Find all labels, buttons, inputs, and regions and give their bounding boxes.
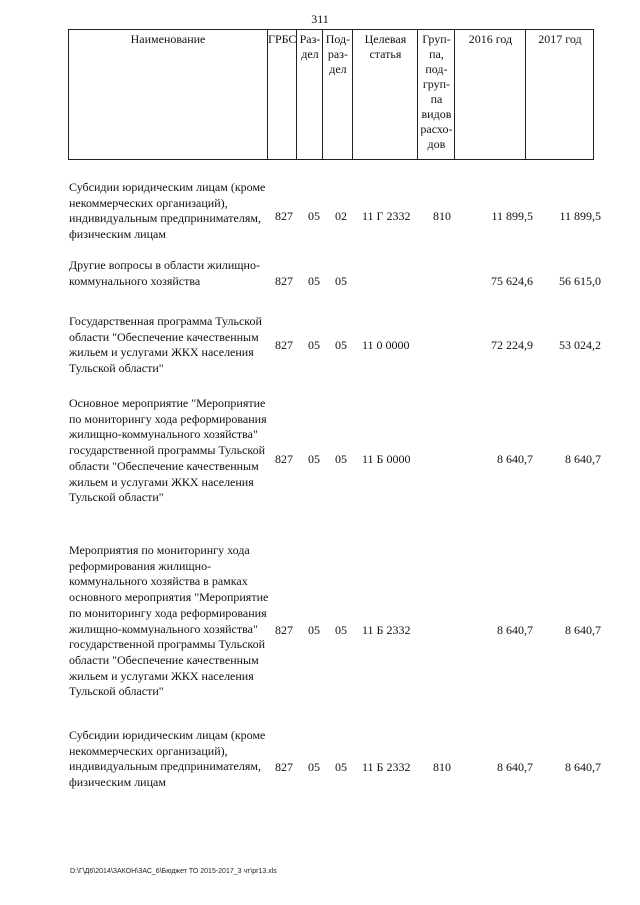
row-target: 11 0 0000 [362, 338, 410, 352]
row-podrazdel: 02 [335, 209, 347, 223]
row-grbs: 827 [275, 209, 293, 223]
row-2017: 8 640,7 [565, 452, 601, 466]
row-vid: 810 [433, 209, 451, 223]
row-razdel: 05 [308, 209, 320, 223]
header-name: Наименование [69, 30, 268, 160]
row-razdel: 05 [308, 760, 320, 774]
row-grbs: 827 [275, 274, 293, 288]
row-target: 11 Б 2332 [362, 760, 411, 774]
row-podrazdel: 05 [335, 760, 347, 774]
header-2017: 2017 год [526, 30, 594, 160]
row-target: 11 Б 2332 [362, 623, 411, 637]
header-razdel: Раз- дел [297, 30, 323, 160]
row-name: Другие вопросы в области жилищно-коммунального хозяйства [69, 258, 260, 288]
row-podrazdel: 05 [335, 623, 347, 637]
footer-file-path: D:\Г\Д6\2014\ЗАКОН\ЗАС_6\Бюджет ТО 2015-2017_3 чт\pr13.xls [70, 868, 277, 875]
row-2016: 72 224,9 [491, 338, 533, 352]
row-vid: 810 [433, 760, 451, 774]
row-2016: 8 640,7 [497, 452, 533, 466]
row-2017: 11 899,5 [559, 209, 601, 223]
row-2017: 8 640,7 [565, 623, 601, 637]
row-2016: 8 640,7 [497, 623, 533, 637]
row-razdel: 05 [308, 623, 320, 637]
row-podrazdel: 05 [335, 338, 347, 352]
row-podrazdel: 05 [335, 452, 347, 466]
row-2017: 53 024,2 [559, 338, 601, 352]
row-razdel: 05 [308, 452, 320, 466]
header-2016: 2016 год [455, 30, 526, 160]
header-target: Целевая статья [353, 30, 418, 160]
table-header [68, 29, 594, 160]
row-name: Мероприятия по мониторингу хода реформирования жилищно-коммунального хозяйства в рамках основного мероприятия "Мероприятие по мониторингу хода реформирования жилищно-коммунального хозяйства" государственной программы Тульской области "Обеспечение качественным жильем и услугами ЖКХ населения Тульской области" [69, 543, 269, 699]
row-grbs: 827 [275, 338, 293, 352]
row-2017: 8 640,7 [565, 760, 601, 774]
row-razdel: 05 [308, 338, 320, 352]
row-name: Субсидии юридическим лицам (кроме некоммерческих организаций), индивидуальным предпринимателям, физическим лицам [69, 728, 266, 790]
row-2016: 11 899,5 [491, 209, 533, 223]
row-name: Основное мероприятие "Мероприятие по мониторингу хода реформирования жилищно-коммунального хозяйства" государственной программы Тульской области "Обеспечение качественным жильем и услугами ЖКХ населения Тульской области" [69, 396, 267, 505]
header-vid: Груп- па, под- груп- па видов расхо- дов [418, 30, 455, 160]
header-podrazdel: Под- раз- дел [323, 30, 353, 160]
row-podrazdel: 05 [335, 274, 347, 288]
row-2017: 56 615,0 [559, 274, 601, 288]
row-target: 11 Г 2332 [362, 209, 411, 223]
page-number: 311 [311, 12, 329, 26]
row-2016: 8 640,7 [497, 760, 533, 774]
row-grbs: 827 [275, 623, 293, 637]
row-target: 11 Б 0000 [362, 452, 411, 466]
row-2016: 75 624,6 [491, 274, 533, 288]
row-grbs: 827 [275, 452, 293, 466]
row-razdel: 05 [308, 274, 320, 288]
row-grbs: 827 [275, 760, 293, 774]
row-name: Субсидии юридическим лицам (кроме некоммерческих организаций), индивидуальным предпринимателям, физическим лицам [69, 180, 266, 242]
header-grbs: ГРБС [268, 30, 297, 160]
row-name: Государственная программа Тульской области "Обеспечение качественным жильем и услугами ЖКХ населения Тульской области" [69, 314, 262, 376]
